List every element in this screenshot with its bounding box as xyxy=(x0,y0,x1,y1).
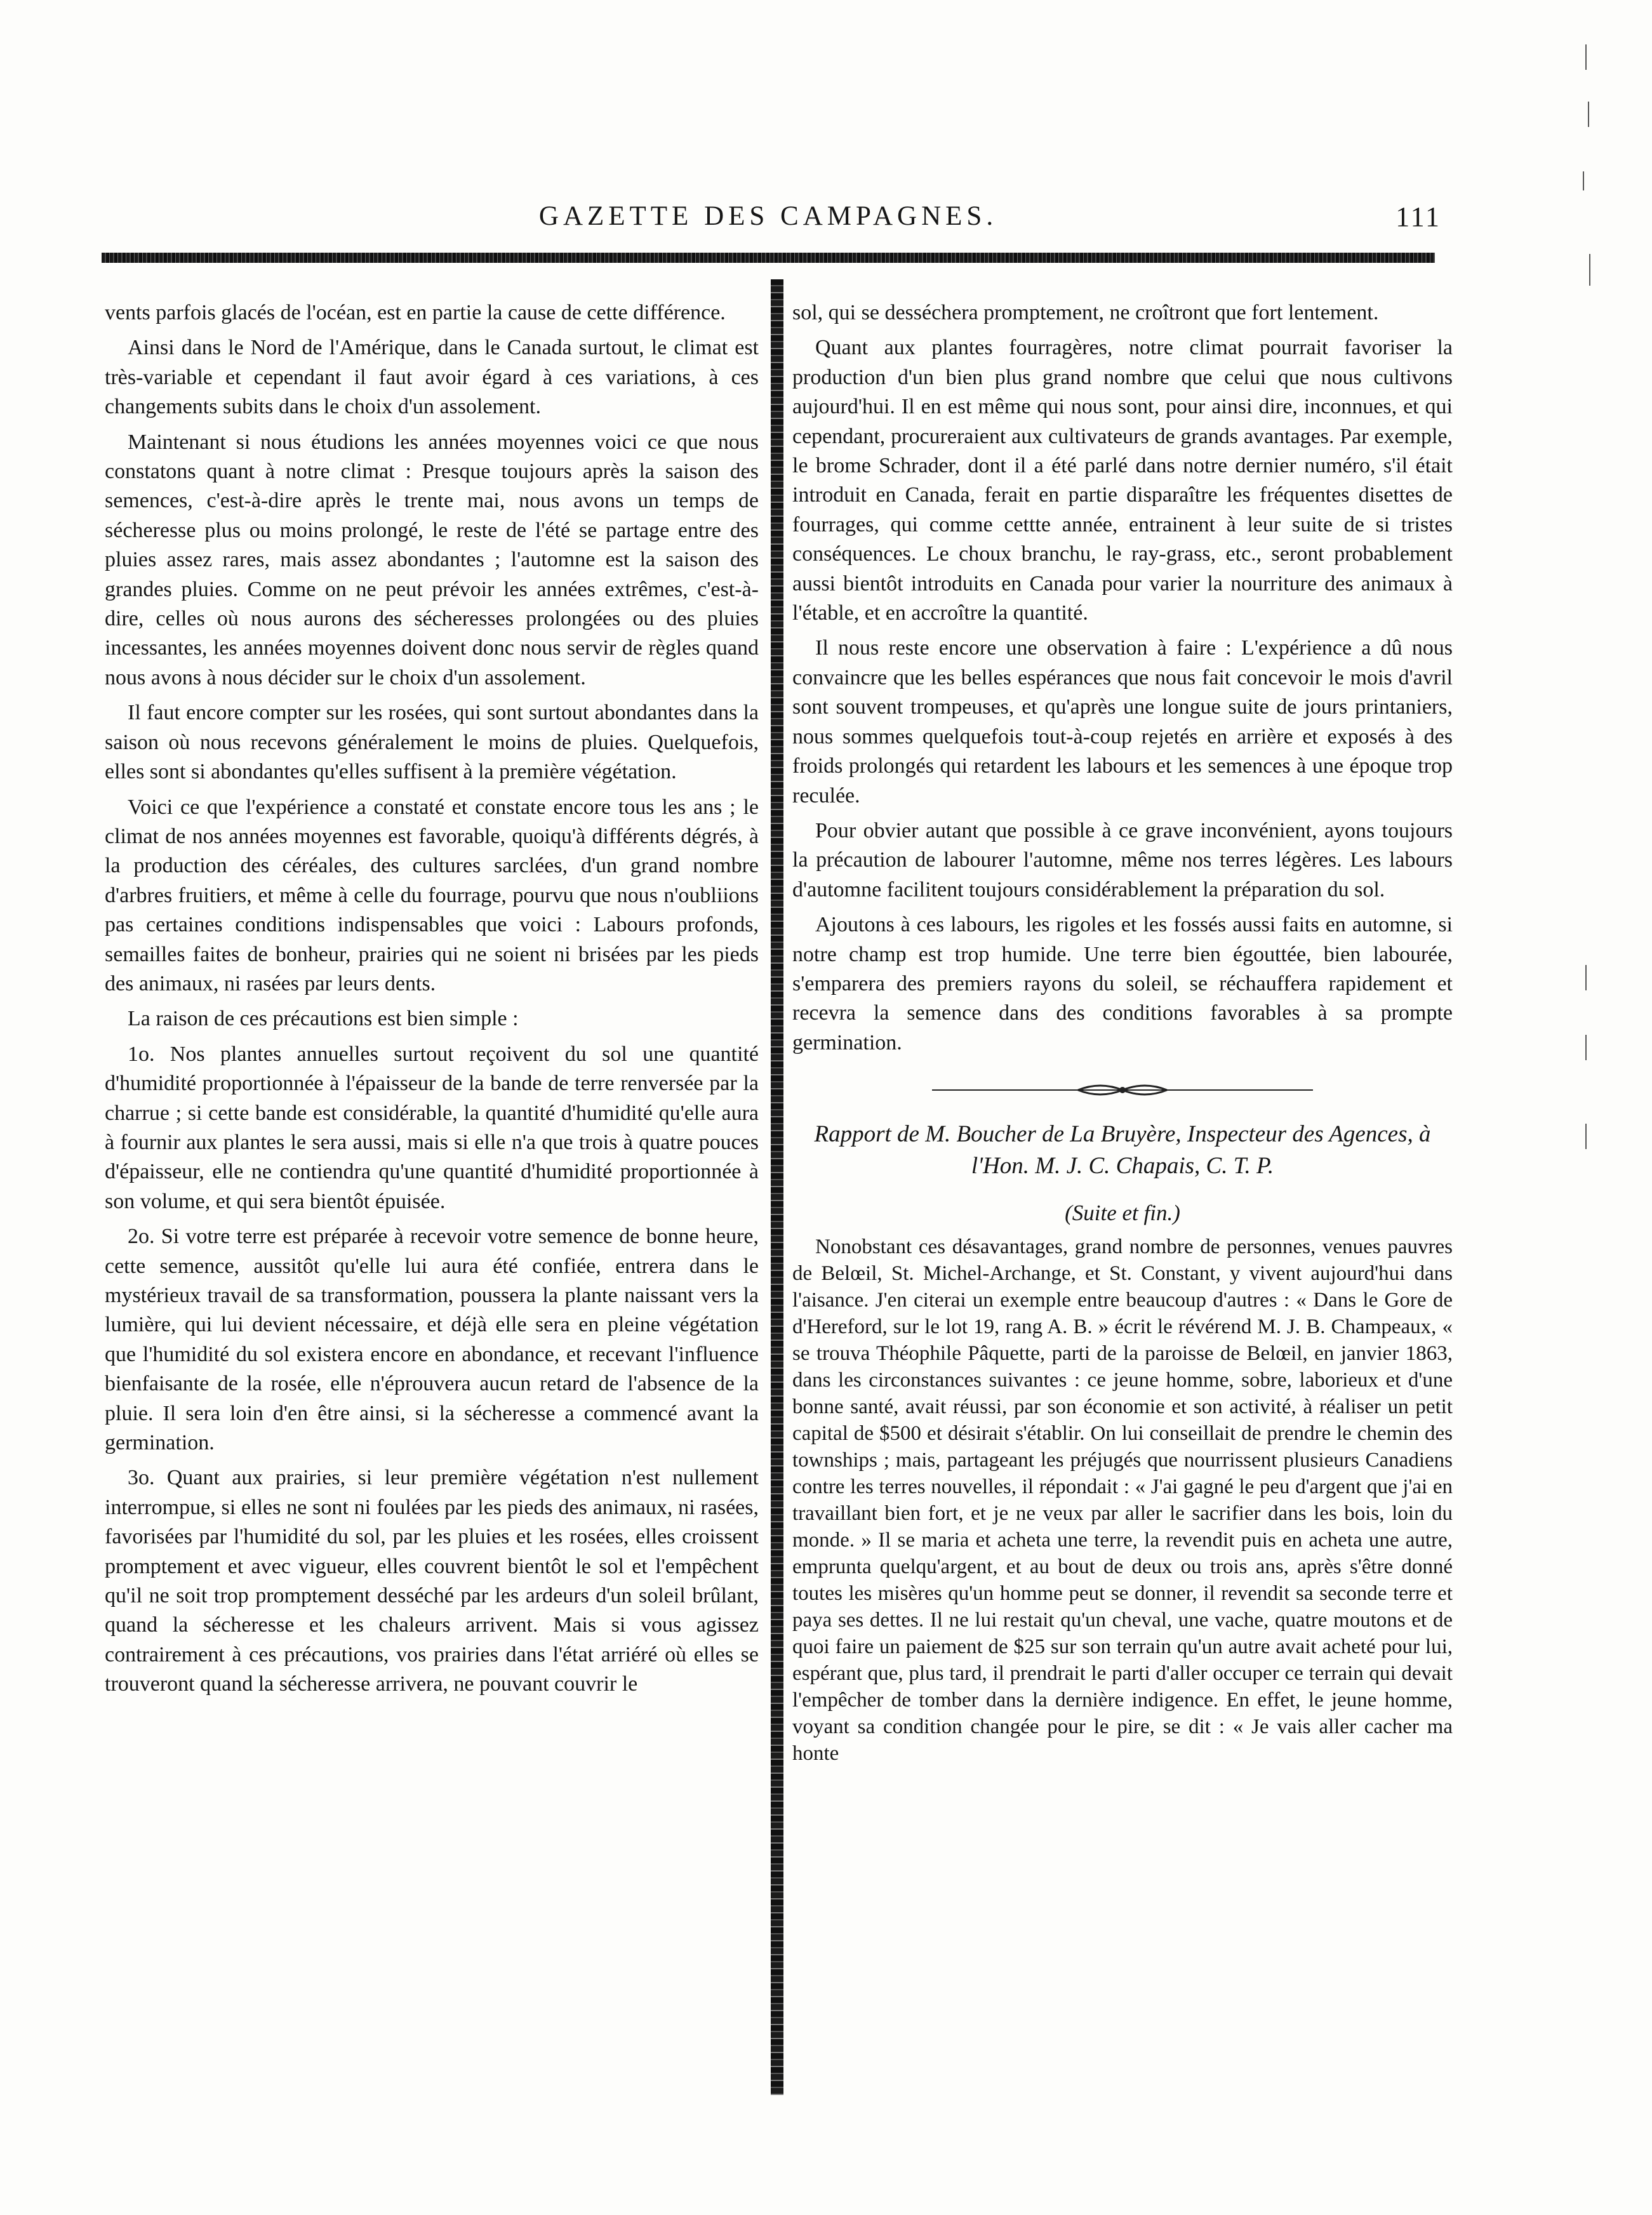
paragraph: Pour obvier autant que possible à ce grave inconvénient, ayons toujours la précaution de labourer l'automne, même nos terres légères. Les labours d'automne facilitent toujours considérablement la préparation du sol. xyxy=(792,818,1453,901)
column-divider xyxy=(771,279,783,2095)
article-title: Rapport de M. Boucher de La Bruyère, Inspecteur des Agences, à l'Hon. M. J. C. Chapais, C. T. P. xyxy=(814,1121,1431,1180)
page-header xyxy=(95,201,1441,239)
article-body: Nonobstant ces désavantages, grand nombre de personnes, venues pauvres de Belœil, St. Michel-Archange, et St. Constant, y vivent aujourd'hui dans l'aisance. J'en citerai un exemple entre beaucoup d'autres : « Dans le Gore de d'Hereford, sur le lot 19, rang A. B. » écrit le révérend M. J. B. Champeaux, « se trouva Théophile Pâquette, parti de la paroisse de Belœil, en janvier 1863, dans les circonstances suivantes : ce jeune homme, sobre, laborieux et d'une bonne santé, avait réussi, par son économie et son activité, à réaliser un petit capital de $500 et désirait s'établir. On lui conseillait de prendre le chemin des townships ; mais, partageant les préjugés que nourrissent plusieurs Canadiens contre les terres nouvelles, il répondait : « J'ai gagné le peu d'argent que j'ai en travaillant bien fort, et je ne veux par aller le sacrifier dans les bois, loin du monde. » Il se maria et acheta une terre, la revendit puis en acheta une autre, emprunta quelqu'argent, et au bout de deux ou trois ans, après s'être donné toutes les misères qu'un homme peut se donner, il revendit sa seconde terre et paya ses dettes. Il ne lui restait qu'un cheval, une vache, quatre moutons et de quoi faire un paiement de $25 sur son terrain qu'un autre avait acheté pour lui, espérant que, plus tard, il prendrait le parti d'aller occuper ce terrain qui devait l'empêcher de tomber dans la dernière indigence. En effet, le jeune homme, voyant sa condition changée pour le pire, se dit : « Je vais aller cacher ma honte xyxy=(792,1235,1453,1765)
continuation-note: (Suite et fin.) xyxy=(1065,1201,1180,1226)
publication-title: GAZETTE DES CAMPAGNES. xyxy=(538,201,998,231)
paragraph: 2o. Si votre terre est préparée à recevoir votre semence de bonne heure, cette semence, aussitôt qu'elle lui aura été confiée, entrera dans le mystérieux travail de sa transformation, poussera la plante naissant vers la lumière, qui lui devient nécessaire, et déjà elle sera en pleine végétation que l'humidité du sol existera encore en abondance, et recevant l'influence bienfaisante de la rosée, elle n'éprouvera aucun retard de l'absence de la pluie. Il sera loin d'en être ainsi, si la sécheresse a commencé avant la germination. xyxy=(105,1225,759,1455)
right-column xyxy=(792,298,1453,1773)
left-column xyxy=(105,298,759,1705)
section-ornament xyxy=(932,1081,1313,1100)
paragraph: 1o. Nos plantes annuelles surtout reçoivent du sol une quantité d'humidité proportionnée à l'épaisseur de la bande de terre renversée par la charrue ; si cette bande est considérable, la quantité d'humidité qu'elle aura à fournir aux plantes le sera aussi, mais si elle n'a que trois à quatre pouces d'épaisseur, elle ne contiendra qu'une quantité d'humidité proportionnée à son volume, et qui sera bientôt épuisée. xyxy=(105,1042,759,1213)
paragraph: La raison de ces précautions est bien simple : xyxy=(128,1007,519,1031)
paragraph: Il nous reste encore une observation à faire : L'expérience a dû nous convaincre que les belles espérances que nous fait concevoir le mois d'avril sont souvent trompeuses, et qu'après une longue suite de jours printaniers, nous sommes quelquefois tout-à-coup rejetés en arrière et exposés à des froids prolongés qui retardent les labours et les semences à une époque trop reculée. xyxy=(792,636,1453,808)
paragraph: Ajoutons à ces labours, les rigoles et les fossés aussi faits en automne, si notre champ est trop humide. Une terre bien égouttée, bien labourée, s'emparera des premiers rayons du soleil, se réchauffera rapidement et recevra la semence dans des conditions favorables à sa prompte germination. xyxy=(792,913,1453,1054)
paragraph: Quant aux plantes fourragères, notre climat pourrait favoriser la production d'un bien plus grand nombre que celui que nous cultivons aujourd'hui. Il en est même qui nous sont, pour ainsi dire, inconnues, et qui cependant, procureraient aux cultivateurs de grands avantages. Par exemple, le brome Schrader, dont il a été parlé dans notre dernier numéro, s'il était introduit en Canada, ferait en partie disparaître les fréquentes disettes de fourrages, qui comme cettte année, entrainent à leur suite de si tristes conséquences. Le choux branchu, le ray-grass, etc., seront probablement aussi bientôt introduits en Canada pour varier la nourriture des animaux à l'étable, et en accroître la quantité. xyxy=(792,336,1453,625)
scan-edge-marks xyxy=(1573,44,1599,1187)
page-number: 111 xyxy=(1396,201,1441,232)
paragraph: Maintenant si nous étudions les années moyennes voici ce que nous constatons quant à notre climat : Presque toujours après la saison des semences, c'est-à-dire après le trente mai, nous avons un temps de sécheresse plus ou moins prolongé, le reste de l'été se partage entre des pluies assez rares, mais assez abondantes ; l'automne est la saison des grandes pluies. Comme on ne peut prévoir les années extrêmes, c'est-à-dire, celles où nous aurons des sécheresses prolongées ou des pluies incessantes, les années moyennes doivent donc nous servir de règles quand nous avons à nous décider sur le choix d'un assolement. xyxy=(105,430,759,689)
paragraph: Il faut encore compter sur les rosées, qui sont surtout abondantes dans la saison où nous recevons généralement le moins de pluies. Quelquefois, elles sont si abondantes qu'elles suffisent à la première végétation. xyxy=(105,701,759,784)
paragraph: Ainsi dans le Nord de l'Amérique, dans le Canada surtout, le climat est très-variable et cependant il faut avoir égard à ces variations, à ces changements subits dans le choix d'un assolement. xyxy=(105,336,759,419)
paragraph: sol, qui se desséchera promptement, ne croîtront que fort lentement. xyxy=(792,301,1379,324)
paragraph: 3o. Quant aux prairies, si leur première végétation n'est nullement interrompue, si elles ne sont ni foulées par les pieds des animaux, ni rasées, favorisées par l'humidité du sol, par les pluies et les rosées, elles croissent promptement et avec vigueur, elles couvrent bientôt le sol et l'empêchent qu'il ne soit trop promptement desséché par les ardeurs d'un soleil brûlant, quand la sécheresse et les chaleurs arrivent. Mais si vous agissez contrairement à ces précautions, vos prairies dans l'état arriéré où elles se trouveront quand la sécheresse arrivera, ne pouvant couvrir le xyxy=(105,1466,759,1696)
paragraph: vents parfois glacés de l'océan, est en partie la cause de cette différence. xyxy=(105,301,726,324)
paragraph: Voici ce que l'expérience a constaté et constate encore tous les ans ; le climat de nos années moyennes est favorable, quoiqu'à différents dégrés, à la production des céréales, des cultures sarclées, d'un grand nombre d'arbres fruitiers, et même à celle du fourrage, pourvu que nous n'oubliions pas certaines conditions indispensables que voici : Labours profonds, semailles faites de bonheur, prairies qui ne soient ni brisées par les pieds des animaux, ni rasées par leurs dents. xyxy=(105,795,759,995)
header-rule xyxy=(102,253,1435,263)
